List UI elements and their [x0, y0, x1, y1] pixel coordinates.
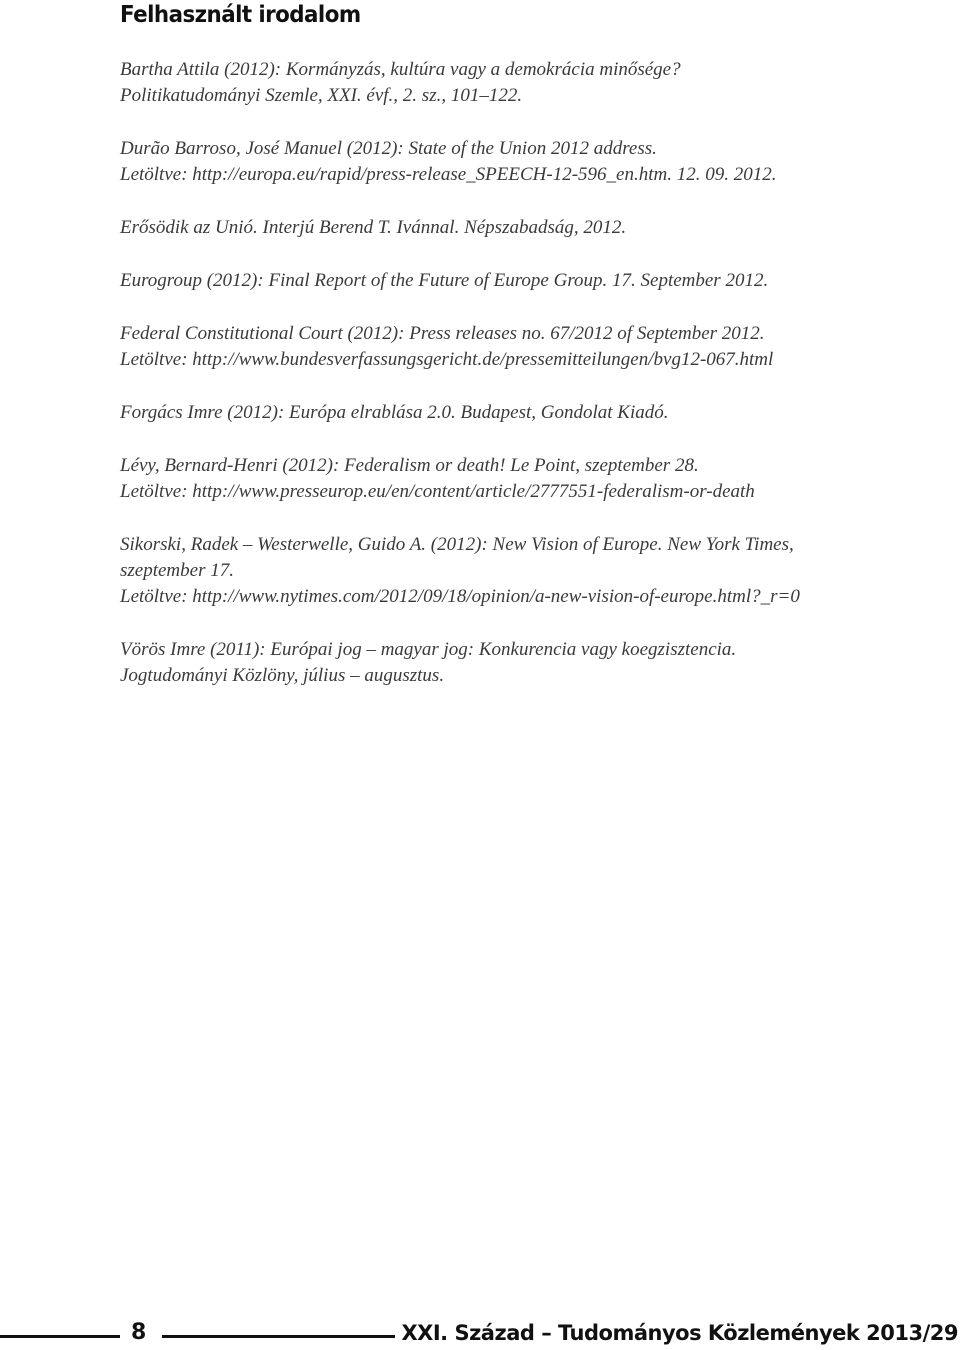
reference-line: Eurogroup (2012): Final Report of the Future of Europe Group. 17. September 2012.: [120, 270, 769, 291]
reference-item: [120, 453, 920, 505]
reference-item: [120, 637, 920, 689]
reference-item: [120, 57, 920, 109]
reference-item: [120, 215, 920, 241]
reference-line: Federal Constitutional Court (2012): Press releases no. 67/2012 of September 2012.: [120, 323, 765, 344]
reference-line: Durão Barroso, José Manuel (2012): State of the Union 2012 address.: [120, 138, 657, 159]
reference-line: szeptember 17.: [120, 560, 234, 581]
reference-item: [120, 532, 920, 610]
reference-item: [120, 321, 920, 373]
page-number: 8: [131, 1320, 147, 1345]
reference-item: [120, 136, 920, 188]
journal-title: XXI. Század – Tudományos Közlemények 2013/29: [395, 1321, 958, 1345]
reference-line: Bartha Attila (2012): Kormányzás, kultúra vagy a demokrácia minősége?: [120, 59, 681, 80]
reference-item: [120, 268, 920, 294]
reference-line: Letöltve: http://www.nytimes.com/2012/09/18/opinion/a-new-vision-of-europe.html?_r=0: [120, 586, 800, 607]
reference-line: Lévy, Bernard-Henri (2012): Federalism or death! Le Point, szeptember 28.: [120, 455, 699, 476]
reference-item: [120, 400, 920, 426]
reference-line: Sikorski, Radek – Westerwelle, Guido A. (2012): New Vision of Europe. New York Times,: [120, 534, 794, 555]
reference-line: Forgács Imre (2012): Európa elrablása 2.0. Budapest, Gondolat Kiadó.: [120, 402, 669, 423]
reference-line: Letöltve: http://europa.eu/rapid/press-release_SPEECH-12-596_en.htm. 12. 09. 2012.: [120, 164, 777, 185]
reference-line: Erősödik az Unió. Interjú Berend T. Ivánnal. Népszabadság, 2012.: [120, 217, 627, 238]
page-footer: [0, 1318, 960, 1348]
reference-line: Vörös Imre (2011): Európai jog – magyar jog: Konkurencia vagy koegzisztencia.: [120, 639, 737, 660]
reference-list: [120, 57, 920, 716]
footer-divider: [0, 1335, 120, 1338]
reference-line: Jogtudományi Közlöny, július – augusztus.: [120, 665, 445, 686]
reference-line: Letöltve: http://www.bundesverfassungsgericht.de/pressemitteilungen/bvg12-067.html: [120, 349, 774, 370]
section-title: Felhasznált irodalom: [120, 2, 361, 28]
reference-line: Letöltve: http://www.presseurop.eu/en/content/article/2777551-federalism-or-death: [120, 481, 755, 502]
reference-line: Politikatudományi Szemle, XXI. évf., 2. sz., 101–122.: [120, 85, 523, 106]
